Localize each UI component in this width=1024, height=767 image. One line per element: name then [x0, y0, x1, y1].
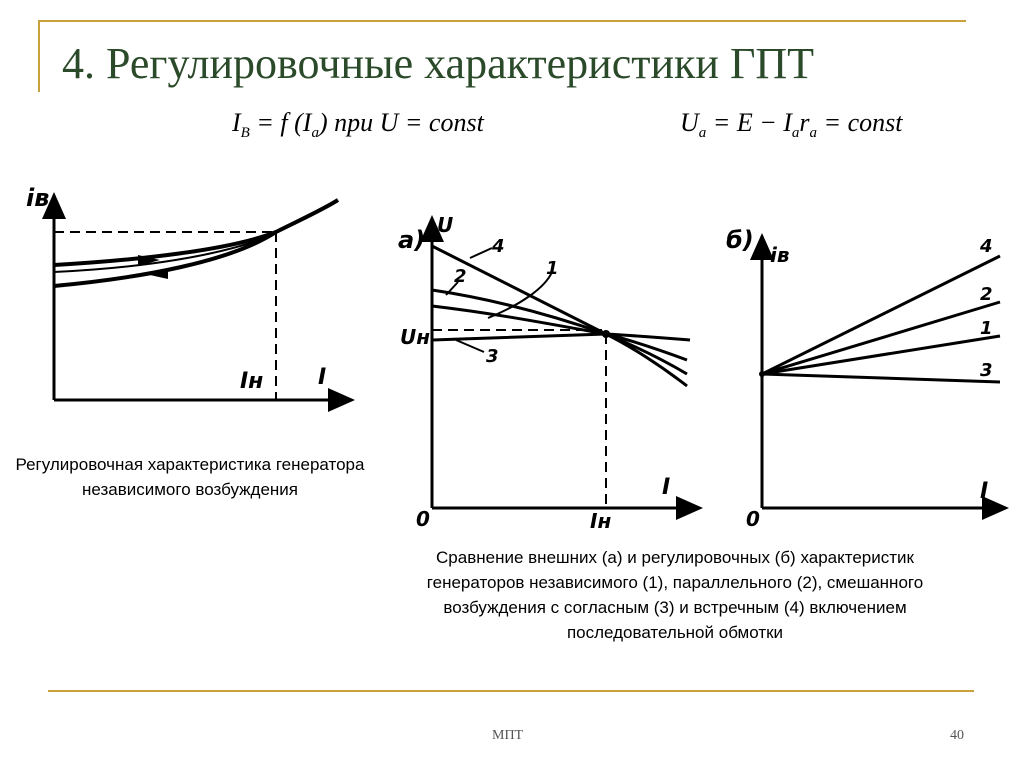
- page-number: 40: [950, 728, 964, 743]
- b-curve-label-3: 3: [980, 360, 993, 381]
- a-curve-label-2: 2: [454, 266, 467, 287]
- b-panel-label: б): [726, 226, 754, 254]
- formula-right: $U_a = E - I_ar_a$ = const: [680, 108, 903, 142]
- b-curve-3: [762, 374, 1000, 382]
- b-origin-label: 0: [746, 507, 760, 531]
- left-ylabel: iв: [26, 184, 50, 212]
- a-curve-label-4: 4: [492, 236, 505, 257]
- left-rated-label: Iн: [240, 369, 264, 394]
- a-rated-x-label: Iн: [590, 509, 612, 533]
- a-curve-label-1: 1: [546, 258, 559, 279]
- b-curve-label-2: 2: [980, 284, 993, 305]
- caption-left: Регулировочная характеристика генератора независимого возбуждения: [15, 455, 365, 499]
- b-curve-label-4: 4: [980, 236, 993, 257]
- b-xlabel: I: [980, 479, 989, 504]
- b-ylabel: iв: [770, 243, 790, 267]
- b-origin-point: [759, 371, 765, 377]
- a-rated-y-label: Uн: [400, 325, 431, 349]
- left-xlabel: I: [318, 365, 327, 390]
- b-curve-2: [762, 302, 1000, 374]
- slide-title: 4. Регулировочные характеристики ГПТ: [62, 39, 815, 88]
- a-panel-label: a): [398, 226, 426, 254]
- b-curve-label-1: 1: [980, 318, 993, 339]
- formula-left: $I_B = f$ $(I_a)$ при U = const: [232, 108, 484, 142]
- caption-right: Сравнение внешних (а) и регулировочных (б) характеристик генераторов независимого (1), параллельного (2), смешанного возбуждения с согласным (3) и встречным (4) включением последовательной обмотки: [426, 548, 924, 642]
- a-ylabel: U: [437, 213, 454, 237]
- a-origin-label: 0: [416, 507, 430, 531]
- a-curve-label-3: 3: [486, 346, 499, 367]
- footer-center: МПТ: [492, 728, 524, 743]
- a-xlabel: I: [662, 475, 671, 500]
